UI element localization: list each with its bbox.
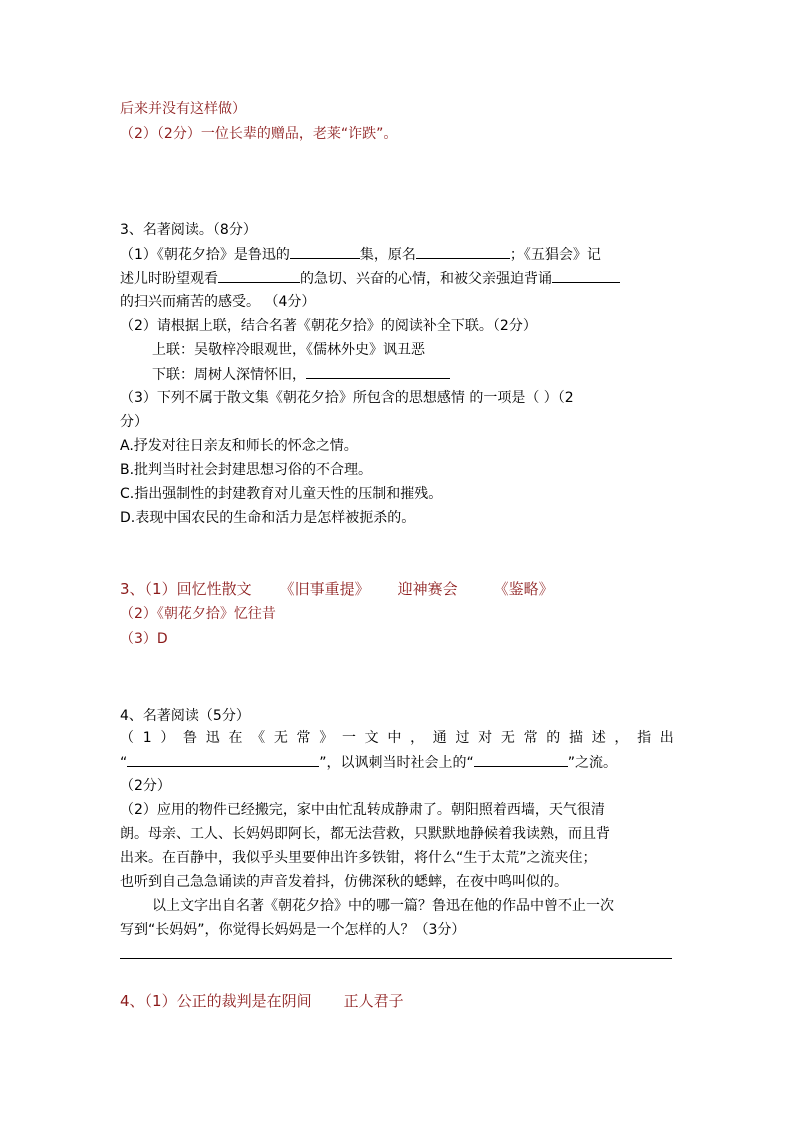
couplet-lower-label: 下联：周树人深情怀旧， bbox=[152, 367, 306, 383]
char: 的 bbox=[546, 730, 561, 746]
answer-text bbox=[120, 991, 404, 1011]
question-text: （2分） bbox=[120, 778, 171, 794]
question-text: （2）请根据上联，结合名著《朝花夕拾》的阅读补全下联。（2分） bbox=[120, 318, 537, 334]
question-text bbox=[120, 752, 617, 773]
answer-part: 3、（1）回忆性散文 bbox=[120, 580, 252, 598]
question-text: 写到“长妈妈”，你觉得长妈妈是一个怎样的人？（3分） bbox=[120, 922, 466, 938]
char: 》 bbox=[319, 730, 334, 746]
question-text-part: ”，以讽刺当时社会上的“ bbox=[319, 755, 474, 771]
passage-line: 出来。在百静中，我似乎头里要伸出许多铁钳，将什么“生于太荒”之流夹住； bbox=[120, 850, 597, 866]
char: 常 bbox=[296, 730, 311, 746]
question-text bbox=[120, 244, 601, 265]
question-text-part: 集，原名 bbox=[359, 247, 416, 263]
char: 无 bbox=[273, 730, 288, 746]
answer-blank[interactable] bbox=[416, 244, 510, 259]
char: 文 bbox=[364, 730, 379, 746]
answer-blank[interactable] bbox=[127, 752, 319, 767]
answer-blank[interactable] bbox=[552, 268, 620, 283]
question-text: 以上文字出自名著《朝花夕拾》中的哪一篇？鲁迅在他的作品中曾不止一次 bbox=[152, 898, 614, 914]
option-b: B.批判当时社会封建思想习俗的不合理。 bbox=[120, 462, 373, 478]
question-text-part: ”之流。 bbox=[567, 755, 618, 771]
answer-part: 《旧事重提》 bbox=[279, 580, 370, 598]
question-text-part: “ bbox=[120, 755, 128, 771]
char: 述 bbox=[591, 730, 606, 746]
char: 在 bbox=[228, 730, 243, 746]
char: （ bbox=[120, 730, 134, 746]
char: 鲁 bbox=[183, 730, 198, 746]
char: 迅 bbox=[205, 730, 220, 746]
couplet-lower bbox=[152, 364, 450, 385]
char: 过 bbox=[455, 730, 470, 746]
answer-text: （3）D bbox=[120, 631, 168, 647]
option-a: A.抒发对往日亲友和师长的怀念之情。 bbox=[120, 438, 358, 454]
option-d: D.表现中国农民的生命和活力是怎样被扼杀的。 bbox=[120, 510, 416, 526]
answer-line[interactable] bbox=[120, 958, 672, 959]
char: 描 bbox=[568, 730, 583, 746]
passage-line: 朗。母亲、工人、长妈妈即阿长，都无法营救，只默默地静候着我读熟，而且背 bbox=[120, 826, 610, 842]
char: ） bbox=[160, 730, 175, 746]
answer-blank[interactable] bbox=[290, 244, 360, 259]
question-text-part: （1）《朝花夕拾》是鲁迅的 bbox=[120, 247, 290, 263]
answer-text: 后来并没有这样做） bbox=[120, 101, 246, 117]
char: 通 bbox=[432, 730, 447, 746]
answer-part: 迎神赛会 bbox=[397, 580, 458, 598]
char: 《 bbox=[251, 730, 266, 746]
char: 对 bbox=[478, 730, 493, 746]
question-text: 分） bbox=[120, 414, 148, 430]
question-text: （3）下列不属于散文集《朝花夕拾》所包含的思想感情 的一项是（ ）（2 bbox=[120, 390, 574, 406]
answer-text bbox=[120, 579, 554, 599]
answer-blank[interactable] bbox=[218, 268, 300, 283]
passage-line: 也听到自己急急诵读的声音发着抖，仿佛深秋的蟋蟀，在夜中鸣叫似的。 bbox=[120, 874, 568, 890]
char: 一 bbox=[341, 730, 356, 746]
char: 出 bbox=[659, 730, 674, 746]
passage-line: （2）应用的物件已经搬完，家中由忙乱转成静肃了。朝阳照着西墙，天气很清 bbox=[120, 802, 605, 818]
question-text-part: 述儿时盼望观看 bbox=[120, 271, 218, 287]
char: 指 bbox=[637, 730, 652, 746]
option-c: C.指出强制性的封建教育对儿童天性的压制和摧残。 bbox=[120, 486, 443, 502]
question-title: 3、名著阅读。（8分） bbox=[120, 222, 257, 238]
char: 无 bbox=[500, 730, 515, 746]
answer-blank[interactable] bbox=[474, 752, 568, 767]
answer-part: 正人君子 bbox=[343, 992, 404, 1010]
char: ， bbox=[614, 730, 629, 746]
answer-text: （2）（2分）一位长辈的赠品，老莱“诈跌”。 bbox=[120, 126, 398, 142]
question-title: 4、名著阅读（5分） bbox=[120, 708, 250, 724]
question-text: 的扫兴而痛苦的感受。 （4分） bbox=[120, 294, 316, 310]
question-text-spread bbox=[120, 728, 674, 748]
couplet-upper: 上联：吴敬梓冷眼观世，《儒林外史》讽丑恶 bbox=[152, 342, 425, 358]
question-text bbox=[120, 268, 620, 289]
char: 常 bbox=[523, 730, 538, 746]
char: 1 bbox=[142, 730, 152, 746]
answer-part: 《鉴略》 bbox=[493, 580, 554, 598]
answer-blank[interactable] bbox=[306, 364, 450, 379]
char: 中 bbox=[387, 730, 402, 746]
answer-text: （2）《朝花夕拾》忆往昔 bbox=[120, 606, 276, 622]
answer-part: 4、（1）公正的裁判是在阴间 bbox=[120, 992, 312, 1010]
question-text-part: 的急切、兴奋的心情，和被父亲强迫背诵 bbox=[300, 271, 552, 287]
char: ， bbox=[410, 730, 425, 746]
question-text-part: ；《五猖会》记 bbox=[509, 247, 601, 263]
